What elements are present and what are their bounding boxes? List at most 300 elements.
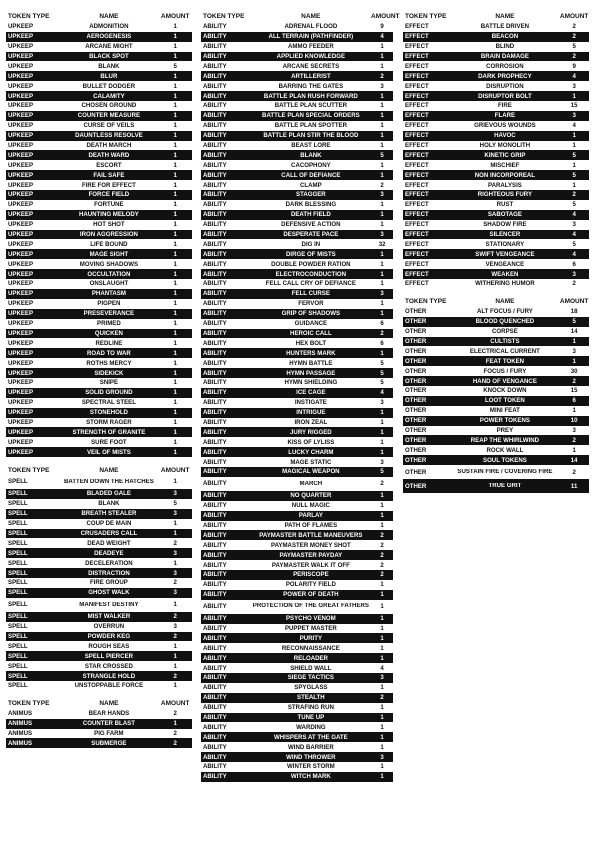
token-name-cell: BATTLE PLAN RUSH FORWARD	[263, 92, 358, 100]
token-name-cell: BLOOD QUENCHED	[475, 318, 535, 326]
token-type-cell: EFFECT	[405, 53, 429, 60]
token-name-cell: HOLY MONOLITH	[479, 142, 531, 150]
token-amount-cell: 4	[572, 211, 576, 219]
token-amount-cell: 3	[380, 191, 384, 199]
token-name-cell: SURE FOOT	[91, 438, 127, 446]
token-type-cell: ABILITY	[203, 694, 227, 702]
token-amount-cell: 1	[173, 171, 177, 179]
table-row	[6, 210, 192, 220]
token-name-cell: HYMN SHIELDING	[284, 379, 338, 387]
token-amount-cell: 3	[380, 399, 384, 407]
header-name: NAME	[495, 298, 515, 306]
token-name-cell: QUICKEN	[94, 329, 123, 337]
table-row	[6, 111, 192, 121]
token-type-cell: ABILITY	[203, 270, 227, 278]
token-name-cell: ALT FOCUS / FURY	[476, 308, 533, 316]
table-row	[6, 32, 192, 42]
token-type-cell: ANIMUS	[8, 730, 33, 737]
token-name-cell: HYMN BATTLE	[289, 359, 333, 367]
token-name-cell: MOVING SHADOWS	[79, 260, 139, 268]
token-type-cell: UPKEEP	[8, 102, 34, 110]
table-row	[6, 588, 192, 598]
token-name-cell: VENGEANCE	[485, 260, 525, 268]
token-name-cell: ONSLAUGHT	[89, 280, 129, 288]
table-row	[6, 61, 192, 71]
token-type-cell: ABILITY	[203, 634, 227, 642]
token-name-cell: PREY	[496, 426, 514, 434]
token-name-cell: NULL MAGIC	[291, 502, 330, 510]
token-amount-cell: 1	[380, 349, 384, 357]
token-name-cell: FIRE FOR EFFECT	[81, 181, 136, 189]
table-row	[6, 338, 192, 348]
token-type-cell: OTHER	[405, 328, 427, 336]
token-type-cell: OTHER	[405, 456, 427, 464]
token-amount-cell: 4	[380, 389, 384, 397]
token-type-cell: EFFECT	[405, 62, 429, 70]
table-row	[403, 230, 589, 240]
token-type-cell: ABILITY	[203, 92, 227, 100]
table-row	[403, 259, 589, 269]
token-amount-cell: 11	[570, 482, 578, 490]
token-type-cell: UPKEEP	[8, 290, 34, 298]
token-amount-cell: 1	[173, 369, 177, 377]
table-row	[403, 327, 589, 337]
table-row	[6, 309, 192, 319]
table-row	[201, 42, 393, 52]
token-type-cell: ABILITY	[203, 290, 227, 298]
token-type-cell: SPELL	[8, 601, 28, 609]
token-type-cell: ABILITY	[203, 615, 227, 623]
table-row	[6, 719, 192, 729]
token-type-cell: SPELL	[8, 478, 28, 486]
header-token-type: TOKEN TYPE	[8, 13, 50, 21]
token-type-cell: ABILITY	[203, 132, 227, 140]
table-row	[201, 378, 393, 388]
token-type-cell: ABILITY	[203, 733, 227, 741]
token-amount-cell: 3	[572, 112, 576, 120]
token-amount-cell: 1	[173, 211, 177, 219]
table-row	[6, 447, 192, 457]
token-amount-cell: 3	[572, 347, 576, 355]
token-type-cell: EFFECT	[405, 211, 429, 219]
token-amount-cell: 1	[572, 92, 576, 100]
token-amount-cell: 5	[380, 151, 384, 159]
table-row	[6, 398, 192, 408]
table-row	[403, 200, 589, 210]
token-amount-cell: 5	[380, 468, 384, 476]
token-type-cell: ABILITY	[203, 191, 227, 199]
token-amount-cell: 1	[173, 260, 177, 268]
token-amount-cell: 5	[380, 359, 384, 367]
table-row	[403, 160, 589, 170]
token-amount-cell: 3	[173, 510, 177, 518]
token-amount-cell: 1	[173, 329, 177, 337]
token-type-cell: ABILITY	[203, 581, 227, 589]
token-type-cell: ABILITY	[203, 43, 227, 51]
table-row	[201, 259, 393, 269]
token-type-cell: UPKEEP	[8, 240, 34, 248]
token-name-cell: WEAKEN	[491, 270, 519, 278]
token-amount-cell: 1	[173, 231, 177, 239]
token-amount-cell: 1	[173, 310, 177, 318]
token-amount-cell: 1	[380, 714, 384, 721]
token-amount-cell: 2	[173, 613, 177, 621]
token-name-cell: LUCKY CHARM	[288, 448, 334, 456]
token-amount-cell: 2	[572, 33, 576, 41]
table-row	[403, 71, 589, 81]
token-amount-cell: 1	[173, 250, 177, 258]
token-name-cell: SUSTAIN FIRE / COVERING FIRE	[457, 468, 553, 475]
token-amount-cell: 1	[173, 270, 177, 278]
token-name-cell: MIST WALKER	[87, 613, 131, 621]
token-name-cell: KINETIC GRIP	[484, 151, 526, 159]
table-row	[201, 742, 393, 752]
token-amount-cell: 1	[572, 181, 576, 189]
table-row	[6, 632, 192, 642]
token-name-cell: POWER TOKENS	[479, 417, 530, 425]
token-amount-cell: 1	[380, 142, 384, 150]
table-row	[201, 249, 393, 259]
token-amount-cell: 1	[173, 720, 177, 728]
table-row	[201, 150, 393, 160]
token-type-cell: ABILITY	[203, 468, 227, 476]
table-row	[6, 81, 192, 91]
token-type-cell: ABILITY	[203, 763, 227, 771]
token-type-cell: ABILITY	[203, 480, 227, 488]
table-row	[201, 663, 393, 673]
token-type-cell: SPELL	[8, 490, 28, 498]
table-row	[6, 738, 192, 748]
token-amount-cell: 1	[173, 478, 177, 486]
token-type-cell: UPKEEP	[8, 349, 34, 357]
token-type-cell: SPELL	[8, 569, 28, 577]
token-type-cell: UPKEEP	[8, 23, 34, 31]
table-row	[201, 722, 393, 732]
table-row	[201, 61, 393, 71]
table-row	[403, 81, 589, 91]
table-row	[403, 131, 589, 141]
token-name-cell: SHIELD WALL	[290, 664, 332, 672]
table-row	[201, 477, 393, 491]
token-name-cell: ELECTRICAL CURRENT	[469, 347, 540, 355]
token-amount-cell: 4	[572, 231, 576, 239]
token-name-cell: LOOT TOKEN	[484, 397, 525, 405]
table-row	[201, 633, 393, 643]
token-type-cell: ABILITY	[203, 122, 227, 130]
token-type-cell: ABILITY	[203, 684, 227, 692]
token-type-cell: UPKEEP	[8, 280, 34, 288]
token-type-cell: ABILITY	[203, 171, 227, 179]
token-name-cell: NON INCORPOREAL	[474, 171, 536, 179]
token-type-cell: ANIMUS	[8, 720, 33, 728]
header-token-type: TOKEN TYPE	[405, 298, 447, 306]
token-type-cell: EFFECT	[405, 171, 429, 179]
header-amount: AMOUNT	[160, 13, 190, 21]
table-row	[6, 249, 192, 259]
table-row	[403, 465, 589, 479]
token-type-cell: EFFECT	[405, 132, 429, 140]
token-name-cell: CORROSION	[486, 62, 524, 70]
token-name-cell: FIRE	[497, 102, 512, 110]
token-type-cell: ABILITY	[203, 492, 227, 500]
token-amount-cell: 3	[572, 426, 576, 434]
table-row	[403, 346, 589, 356]
token-name-cell: WITHERING HUMOR	[475, 280, 535, 288]
token-name-cell: FOCUS / FURY	[483, 367, 527, 375]
token-type-cell: OTHER	[405, 446, 427, 454]
table-row	[403, 445, 589, 455]
table-row	[201, 550, 393, 560]
table-row	[6, 71, 192, 81]
token-type-cell: SPELL	[8, 623, 28, 631]
token-amount-cell: 1	[380, 102, 384, 110]
table-row	[6, 612, 192, 622]
table-row	[201, 501, 393, 511]
table-row	[403, 269, 589, 279]
token-type-cell: EFFECT	[405, 260, 429, 268]
token-type-cell: EFFECT	[405, 280, 429, 288]
token-name-cell: ARCANE MIGHT	[85, 43, 133, 51]
table-row	[6, 671, 192, 681]
token-type-cell: ABILITY	[203, 399, 227, 407]
table-row	[6, 598, 192, 612]
token-amount-cell: 4	[572, 72, 576, 80]
token-type-cell: SPELL	[8, 672, 28, 680]
token-type-cell: ABILITY	[203, 250, 227, 258]
table-row	[403, 210, 589, 220]
table-row	[403, 337, 589, 347]
table-row	[6, 150, 192, 160]
token-name-cell: HAND OF VENGANCE	[472, 377, 537, 385]
token-amount-cell: 1	[380, 581, 384, 589]
token-type-cell: EFFECT	[405, 221, 429, 229]
token-name-cell: PURITY	[299, 634, 323, 642]
table-row	[201, 614, 393, 624]
table-row	[6, 22, 192, 32]
token-amount-cell: 1	[380, 438, 384, 446]
token-name-cell: STORM RAGER	[86, 418, 132, 426]
token-name-cell: STRENGTH OF GRANITE	[72, 428, 146, 436]
table-row	[6, 220, 192, 230]
token-type-cell: UPKEEP	[8, 300, 34, 308]
token-type-cell: UPKEEP	[8, 409, 34, 417]
token-name-cell: PARALYSIS	[487, 181, 522, 189]
token-amount-cell: 3	[173, 569, 177, 577]
token-amount-cell: 3	[173, 490, 177, 498]
token-name-cell: SNIPE	[99, 379, 119, 387]
table-row	[6, 239, 192, 249]
table-row	[201, 338, 393, 348]
token-type-cell: EFFECT	[405, 102, 429, 110]
token-amount-cell: 1	[173, 53, 177, 60]
token-type-cell: UPKEEP	[8, 62, 34, 70]
token-amount-cell: 1	[380, 603, 384, 611]
token-amount-cell: 1	[173, 151, 177, 159]
token-amount-cell: 5	[572, 318, 576, 326]
token-type-cell: EFFECT	[405, 240, 429, 248]
table-row	[403, 91, 589, 101]
token-name-cell: VEIL OF MISTS	[86, 448, 131, 456]
token-type-cell: OTHER	[405, 308, 427, 316]
token-type-cell: ABILITY	[203, 704, 227, 712]
table-row	[201, 713, 393, 723]
table-row	[201, 239, 393, 249]
token-type-cell: UPKEEP	[8, 181, 34, 189]
table-row	[403, 426, 589, 436]
token-name-cell: SIEGE TACTICS	[287, 674, 334, 682]
token-type-cell: ABILITY	[203, 151, 227, 159]
token-type-cell: ABILITY	[203, 53, 227, 60]
token-amount-cell: 1	[380, 409, 384, 417]
token-amount-cell: 1	[380, 743, 384, 751]
table-row	[403, 317, 589, 327]
spell-table	[6, 475, 192, 691]
table-row	[403, 416, 589, 426]
token-name-cell: BLANK	[98, 500, 120, 508]
table-row	[403, 170, 589, 180]
token-amount-cell: 1	[380, 300, 384, 308]
token-type-cell: ABILITY	[203, 231, 227, 239]
table-row	[6, 121, 192, 131]
token-name-cell: BARRING THE GATES	[278, 82, 344, 90]
table-row	[201, 160, 393, 170]
table-row	[403, 101, 589, 111]
token-type-cell: EFFECT	[405, 250, 429, 258]
token-type-cell: SPELL	[8, 632, 28, 640]
table-row	[201, 752, 393, 762]
token-type-cell: UPKEEP	[8, 438, 34, 446]
token-name-cell: SOLID GROUND	[85, 389, 133, 397]
table-row	[201, 540, 393, 550]
token-amount-cell: 1	[380, 171, 384, 179]
token-name-cell: MARCH	[299, 480, 323, 487]
table-row	[201, 437, 393, 447]
token-name-cell: DARK PROPHECY	[478, 72, 532, 80]
token-name-cell: ROCK WALL	[486, 446, 524, 454]
token-name-cell: COUP DE MAIN	[86, 520, 132, 528]
token-name-cell: MANIFEST DESTINY	[79, 601, 139, 608]
token-name-cell: PSYCHO VENOM	[285, 615, 336, 623]
ability-table	[201, 22, 393, 782]
token-amount-cell: 1	[173, 682, 177, 690]
table-row	[201, 673, 393, 683]
token-name-cell: BATTLE PLAN STIR THE BLOOD	[263, 132, 359, 140]
token-type-cell: ABILITY	[203, 714, 227, 721]
token-name-cell: STAGGER	[296, 191, 326, 199]
token-name-cell: FAIL SAFE	[93, 171, 125, 179]
token-type-cell: EFFECT	[405, 92, 429, 100]
table-row	[201, 230, 393, 240]
token-type-cell: ABILITY	[203, 201, 227, 209]
token-type-cell: ABILITY	[203, 531, 227, 539]
header-amount: AMOUNT	[559, 298, 589, 306]
table-row	[403, 121, 589, 131]
token-name-cell: DIG IN	[301, 240, 321, 248]
token-type-cell: ABILITY	[203, 329, 227, 337]
token-amount-cell: 3	[380, 753, 384, 761]
token-name-cell: SOUL TOKENS	[483, 456, 527, 464]
token-name-cell: REAP THE WHIRLWIND	[470, 436, 540, 444]
token-amount-cell: 2	[380, 181, 384, 189]
token-type-cell: ABILITY	[203, 300, 227, 308]
token-amount-cell: 1	[380, 644, 384, 652]
table-row	[403, 32, 589, 42]
table-row	[201, 772, 393, 782]
token-type-cell: OTHER	[405, 482, 427, 490]
table-row	[201, 580, 393, 590]
table-row	[6, 101, 192, 111]
token-name-cell: WIND BARRIER	[288, 743, 334, 751]
token-amount-cell: 2	[380, 480, 384, 488]
token-type-cell: ABILITY	[203, 428, 227, 436]
token-amount-cell: 4	[380, 33, 384, 41]
token-name-cell: SABOTAGE	[487, 211, 522, 219]
token-name-cell: RUST	[496, 201, 514, 209]
table-row	[6, 378, 192, 388]
token-amount-cell: 1	[173, 559, 177, 567]
token-name-cell: DOUBLE POWDER RATION	[271, 260, 351, 268]
token-name-cell: DESPERATE PACE	[283, 231, 339, 239]
token-name-cell: PAYMASTER MONEY SHOT	[270, 541, 351, 549]
token-name-cell: HYMN PASSAGE	[286, 369, 336, 377]
token-amount-cell: 2	[380, 561, 384, 569]
table-row	[201, 560, 393, 570]
token-amount-cell: 1	[572, 337, 576, 345]
token-name-cell: BLACK SPOT	[89, 53, 129, 60]
table-row	[403, 239, 589, 249]
token-type-cell: EFFECT	[405, 231, 429, 239]
token-name-cell: RECONNAISSANCE	[281, 644, 340, 652]
token-name-cell: RIGHTEOUS FURY	[477, 191, 533, 199]
table-row	[201, 491, 393, 501]
token-amount-cell: 2	[380, 541, 384, 549]
token-type-cell: SPELL	[8, 613, 28, 621]
token-amount-cell: 1	[173, 181, 177, 189]
token-name-cell: WHISPERS AT THE GATE	[274, 733, 348, 741]
token-type-cell: EFFECT	[405, 72, 429, 80]
table-row	[201, 170, 393, 180]
table-row	[6, 418, 192, 428]
token-type-cell: UPKEEP	[8, 369, 34, 377]
table-row	[6, 299, 192, 309]
token-type-cell: EFFECT	[405, 82, 429, 90]
token-type-cell: SPELL	[8, 662, 28, 670]
table-row	[201, 180, 393, 190]
token-amount-cell: 1	[380, 122, 384, 130]
token-amount-cell: 5	[572, 43, 576, 51]
token-amount-cell: 2	[173, 632, 177, 640]
header-token-type: TOKEN TYPE	[203, 13, 245, 21]
token-amount-cell: 1	[173, 132, 177, 140]
token-name-cell: HEX BOLT	[295, 339, 327, 347]
token-amount-cell: 1	[380, 704, 384, 712]
table-row	[403, 61, 589, 71]
table-row	[403, 376, 589, 386]
header-name: NAME	[99, 13, 119, 21]
token-type-cell: OTHER	[405, 318, 427, 326]
table-row	[201, 643, 393, 653]
token-type-cell: UPKEEP	[8, 43, 34, 51]
token-type-cell: ANIMUS	[8, 739, 33, 747]
table-row	[6, 709, 192, 719]
token-amount-cell: 1	[380, 512, 384, 520]
token-amount-cell: 3	[173, 549, 177, 557]
token-amount-cell: 14	[570, 456, 578, 464]
table-row	[6, 651, 192, 661]
token-amount-cell: 1	[380, 733, 384, 741]
token-amount-cell: 1	[572, 446, 576, 454]
table-row	[403, 180, 589, 190]
